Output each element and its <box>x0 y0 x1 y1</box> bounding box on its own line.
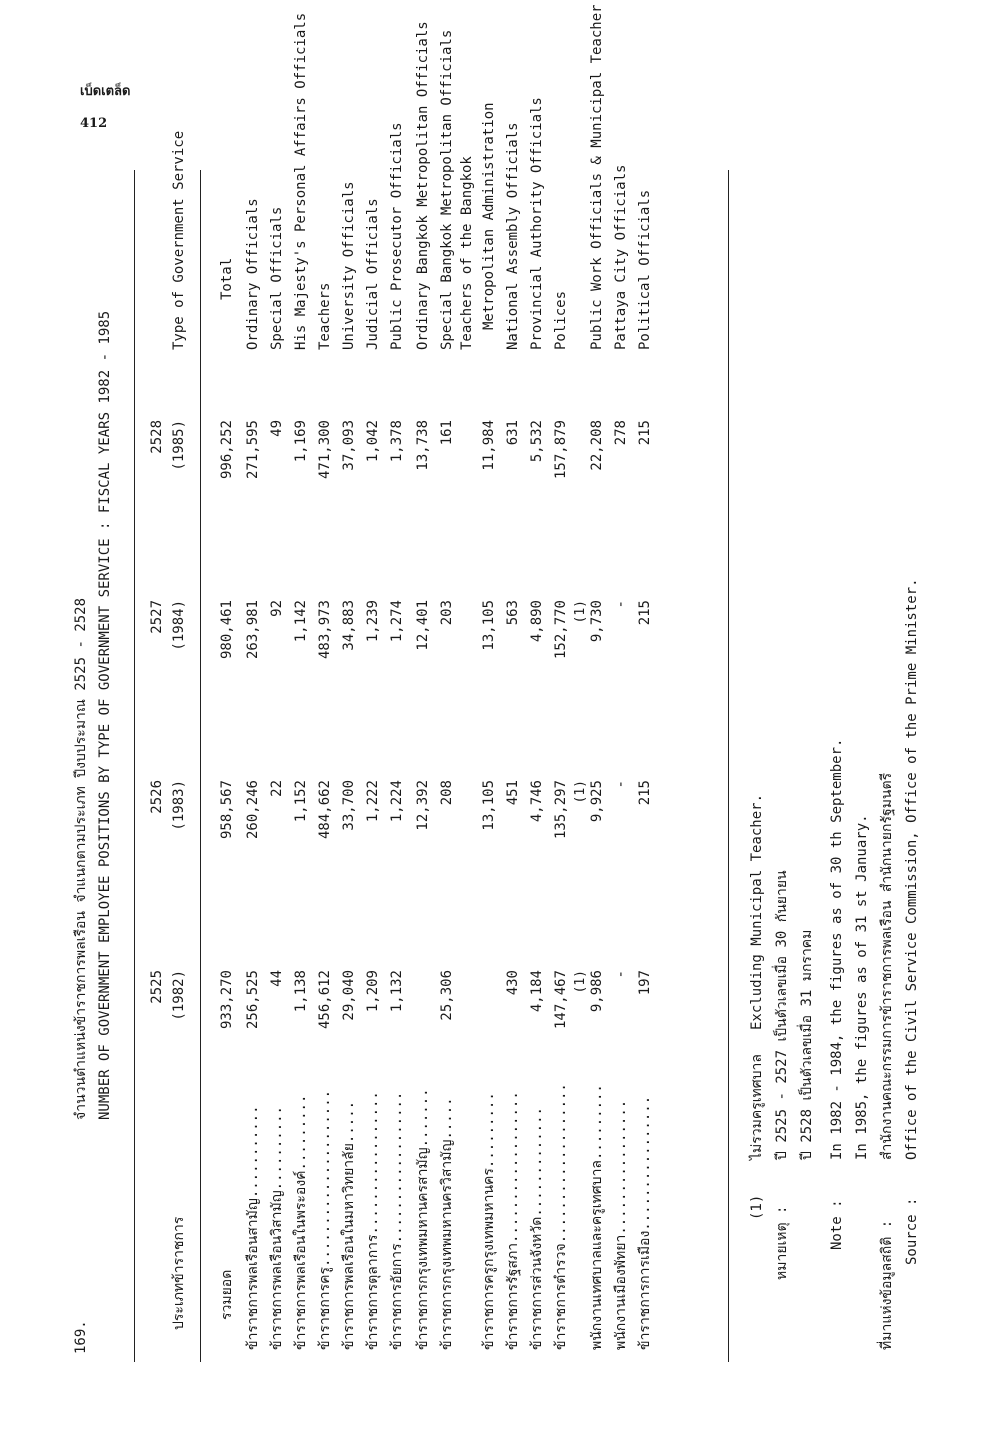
table-cell: 13,105 <box>481 780 497 831</box>
row-label-thai: ข้าราชการส่วนจังหวัด............. <box>529 1107 545 1350</box>
table-cell: 29,040 <box>341 970 357 1021</box>
table-cell: 22 <box>269 780 285 797</box>
row-label-english: National Assembly Officials <box>505 122 521 350</box>
table-cell: 5,532 <box>529 420 545 463</box>
table-cell: 1,378 <box>389 420 405 463</box>
row-label-english: Political Officials <box>637 189 653 350</box>
year-header-ce: (1982) <box>171 970 187 1021</box>
table-cell: 631 <box>505 420 521 446</box>
source-thai-label: ที่มาแห่งข้อมูลสถิติ : <box>879 1219 895 1350</box>
table-cell: 1,169 <box>293 420 309 463</box>
table-cell: 147,467 <box>553 970 569 1030</box>
table-cell: 9,986 <box>589 970 605 1013</box>
table-cell: 13,738 <box>415 420 431 471</box>
table-cell: 958,567 <box>219 780 235 840</box>
table-cell: 33,700 <box>341 780 357 831</box>
table-header-rule <box>200 170 201 1362</box>
table-cell: 1,274 <box>389 600 405 643</box>
table-cell: 9,730 <box>589 600 605 643</box>
table-cell: 92 <box>269 600 285 617</box>
table-cell: 215 <box>637 780 653 806</box>
row-label-thai: ข้าราชการพลเรือนสามัญ........... <box>245 1105 261 1350</box>
table-cell: 161 <box>439 420 455 446</box>
table-cell: - <box>613 970 629 979</box>
table-cell: 4,184 <box>529 970 545 1013</box>
table-cell: 256,525 <box>245 970 261 1030</box>
column-header-english: Type of Government Service <box>171 130 187 350</box>
year-header: 2525 <box>149 970 165 1004</box>
row-label-english: Total <box>219 257 235 300</box>
remark-label: หมายเหตุ : <box>774 1205 790 1280</box>
row-label-thai: ข้าราชการพลเรือนในมหาวิทยาลัย..... <box>341 1100 357 1350</box>
year-header-ce: (1985) <box>171 420 187 471</box>
table-cell: 1,239 <box>365 600 381 643</box>
row-label-thai: ข้าราชการตุลาการ................. <box>365 1091 381 1350</box>
table-cell: 4,890 <box>529 600 545 643</box>
source-english-label: Source : <box>904 1197 920 1265</box>
row-label-english: Public Prosecutor Officials <box>389 122 405 350</box>
note-label: Note : <box>829 1199 845 1250</box>
note-line: In 1985, the figures as of 31 st January. <box>854 814 870 1160</box>
note-line: In 1982 - 1984, the figures as of 30 th September. <box>829 738 845 1160</box>
table-cell: 483,973 <box>317 600 333 660</box>
table-cell: 9,925 <box>589 780 605 823</box>
row-label-english: Teachers of the Bangkok <box>459 156 475 350</box>
table-cell: 563 <box>505 600 521 626</box>
footnote-english: Excluding Municipal Teacher. <box>749 793 765 1030</box>
row-label-english: Polices <box>553 290 569 350</box>
row-label-english: Special Bangkok Metropolitan Officials <box>439 29 455 350</box>
table-cell: 996,252 <box>219 420 235 480</box>
table-cell: 44 <box>269 970 285 987</box>
row-label-english: Teachers <box>317 282 333 350</box>
table-cell: 135,297 <box>553 780 569 840</box>
footnote-mark: (1) <box>573 970 588 994</box>
table-cell: 278 <box>613 420 629 446</box>
row-label-thai: ข้าราชการพลเรือนวิสามัญ.......... <box>269 1106 285 1350</box>
row-label-thai: ข้าราชการพลเรือนในพระองค์......... <box>293 1094 309 1350</box>
table-cell: 12,401 <box>415 600 431 651</box>
table-cell: 13,105 <box>481 600 497 651</box>
row-label-english: Special Officials <box>269 206 285 350</box>
row-label-thai: รวมยอด <box>219 1269 235 1320</box>
table-cell: - <box>613 780 629 789</box>
table-cell: 197 <box>637 970 653 996</box>
row-label-thai: พนักงานเมืองพัทยา................ <box>613 1099 629 1350</box>
table-cell: 215 <box>637 600 653 626</box>
footnote-mark: (1) <box>573 780 588 804</box>
table-cell: 1,142 <box>293 600 309 643</box>
table-title-thai: จำนวนตำแหน่งข้าราชการพลเรือน จำแนกตามประเภท ปีงบประมาณ 2525 - 2528 <box>73 597 89 1120</box>
table-cell: 1,138 <box>293 970 309 1013</box>
table-cell: 271,595 <box>245 420 261 480</box>
footnote-mark: (1) <box>573 600 588 624</box>
table-cell: 152,770 <box>553 600 569 660</box>
table-cell: 1,132 <box>389 970 405 1013</box>
row-label-thai: ข้าราชการการเมือง................ <box>637 1095 653 1350</box>
source-thai: สำนักงานคณะกรรมการข้าราชการพลเรือน สำนักนายกรัฐมนตรี <box>879 772 895 1160</box>
table-bottom-rule <box>728 170 729 1362</box>
row-label-thai: ข้าราชการกรุงเทพมหานครสามัญ....... <box>415 1088 431 1350</box>
table-cell: 1,224 <box>389 780 405 823</box>
table-cell: 430 <box>505 970 521 996</box>
row-label-english: Pattaya City Officials <box>613 164 629 350</box>
table-cell: 12,392 <box>415 780 431 831</box>
table-cell: 456,612 <box>317 970 333 1030</box>
table-cell: 157,879 <box>553 420 569 480</box>
table-title-english: NUMBER OF GOVERNMENT EMPLOYEE POSITIONS BY TYPE OF GOVERNMENT SERVICE : FISCAL YEARS 1982 - 1985 <box>97 310 113 1120</box>
row-label-english: Ordinary Bangkok Metropolitan Officials <box>415 21 431 350</box>
row-label-english: University Officials <box>341 181 357 350</box>
year-header: 2527 <box>149 600 165 634</box>
table-cell: 1,042 <box>365 420 381 463</box>
table-cell: 263,981 <box>245 600 261 660</box>
table-cell: 1,222 <box>365 780 381 823</box>
row-label-thai: ข้าราชการรัฐสภา.................. <box>505 1091 521 1350</box>
table-cell: 34,883 <box>341 600 357 651</box>
table-cell: 37,093 <box>341 420 357 471</box>
row-label-english: Provincial Authority Officials <box>529 97 545 350</box>
table-cell: 933,270 <box>219 970 235 1030</box>
table-number: 169. <box>73 1320 89 1354</box>
table-cell: - <box>613 600 629 609</box>
row-label-thai: พนักงานเทศบาลและครูเทศบาล......... <box>589 1084 605 1350</box>
table-cell: 11,984 <box>481 420 497 471</box>
table-cell: 451 <box>505 780 521 806</box>
remark-line: ปี 2525 - 2527 เป็นตัวเลขเมื่อ 30 กันยายน <box>774 870 790 1160</box>
year-header-ce: (1983) <box>171 780 187 831</box>
row-label-english: Ordinary Officials <box>245 198 261 350</box>
page-number: 412 <box>80 116 108 131</box>
year-header: 2528 <box>149 420 165 454</box>
table-cell: 1,152 <box>293 780 309 823</box>
table-cell: 22,208 <box>589 420 605 471</box>
table-cell: 980,461 <box>219 600 235 660</box>
row-label-english: Judicial Officials <box>365 198 381 350</box>
year-header-ce: (1984) <box>171 600 187 651</box>
remark-line: ปี 2528 เป็นตัวเลขเมื่อ 31 มกราคม <box>799 929 815 1160</box>
row-label-english: Public Work Officials & Municipal Teacher <box>589 4 605 350</box>
section-header: เบ็ดเตล็ด <box>80 84 131 99</box>
column-header-thai: ประเภทข้าราชการ <box>171 1216 187 1330</box>
source-english: Office of the Civil Service Commission, Office of the Prime Minister. <box>904 578 920 1160</box>
table-cell: 208 <box>439 780 455 806</box>
table-cell: 203 <box>439 600 455 626</box>
row-label-thai: ข้าราชการครูกรุงเทพมหานคร......... <box>481 1092 497 1350</box>
row-label-thai: ข้าราชการกรุงเทพมหานครวิสามัญ..... <box>439 1097 455 1350</box>
table-cell: 215 <box>637 420 653 446</box>
row-label-english-continued: Metropolitan Administration <box>481 102 497 330</box>
footnote-mark: (1) <box>749 1194 765 1220</box>
row-label-english: His Majesty's Personal Affairs Officials <box>293 12 309 350</box>
year-header: 2526 <box>149 780 165 814</box>
table-cell: 260,246 <box>245 780 261 840</box>
row-label-thai: ข้าราชการอัยการ.................. <box>389 1091 405 1350</box>
table-cell: 49 <box>269 420 285 437</box>
row-label-thai: ข้าราชการตำรวจ................... <box>553 1083 569 1350</box>
footnote-thai: ไม่รวมครูเทศบาล <box>749 1054 765 1160</box>
table-top-rule <box>134 170 135 1362</box>
table-cell: 484,662 <box>317 780 333 840</box>
table-cell: 1,209 <box>365 970 381 1013</box>
table-cell: 25,306 <box>439 970 455 1021</box>
table-cell: 4,746 <box>529 780 545 823</box>
row-label-thai: ข้าราชการครู..................... <box>317 1089 333 1350</box>
table-cell: 471,300 <box>317 420 333 480</box>
